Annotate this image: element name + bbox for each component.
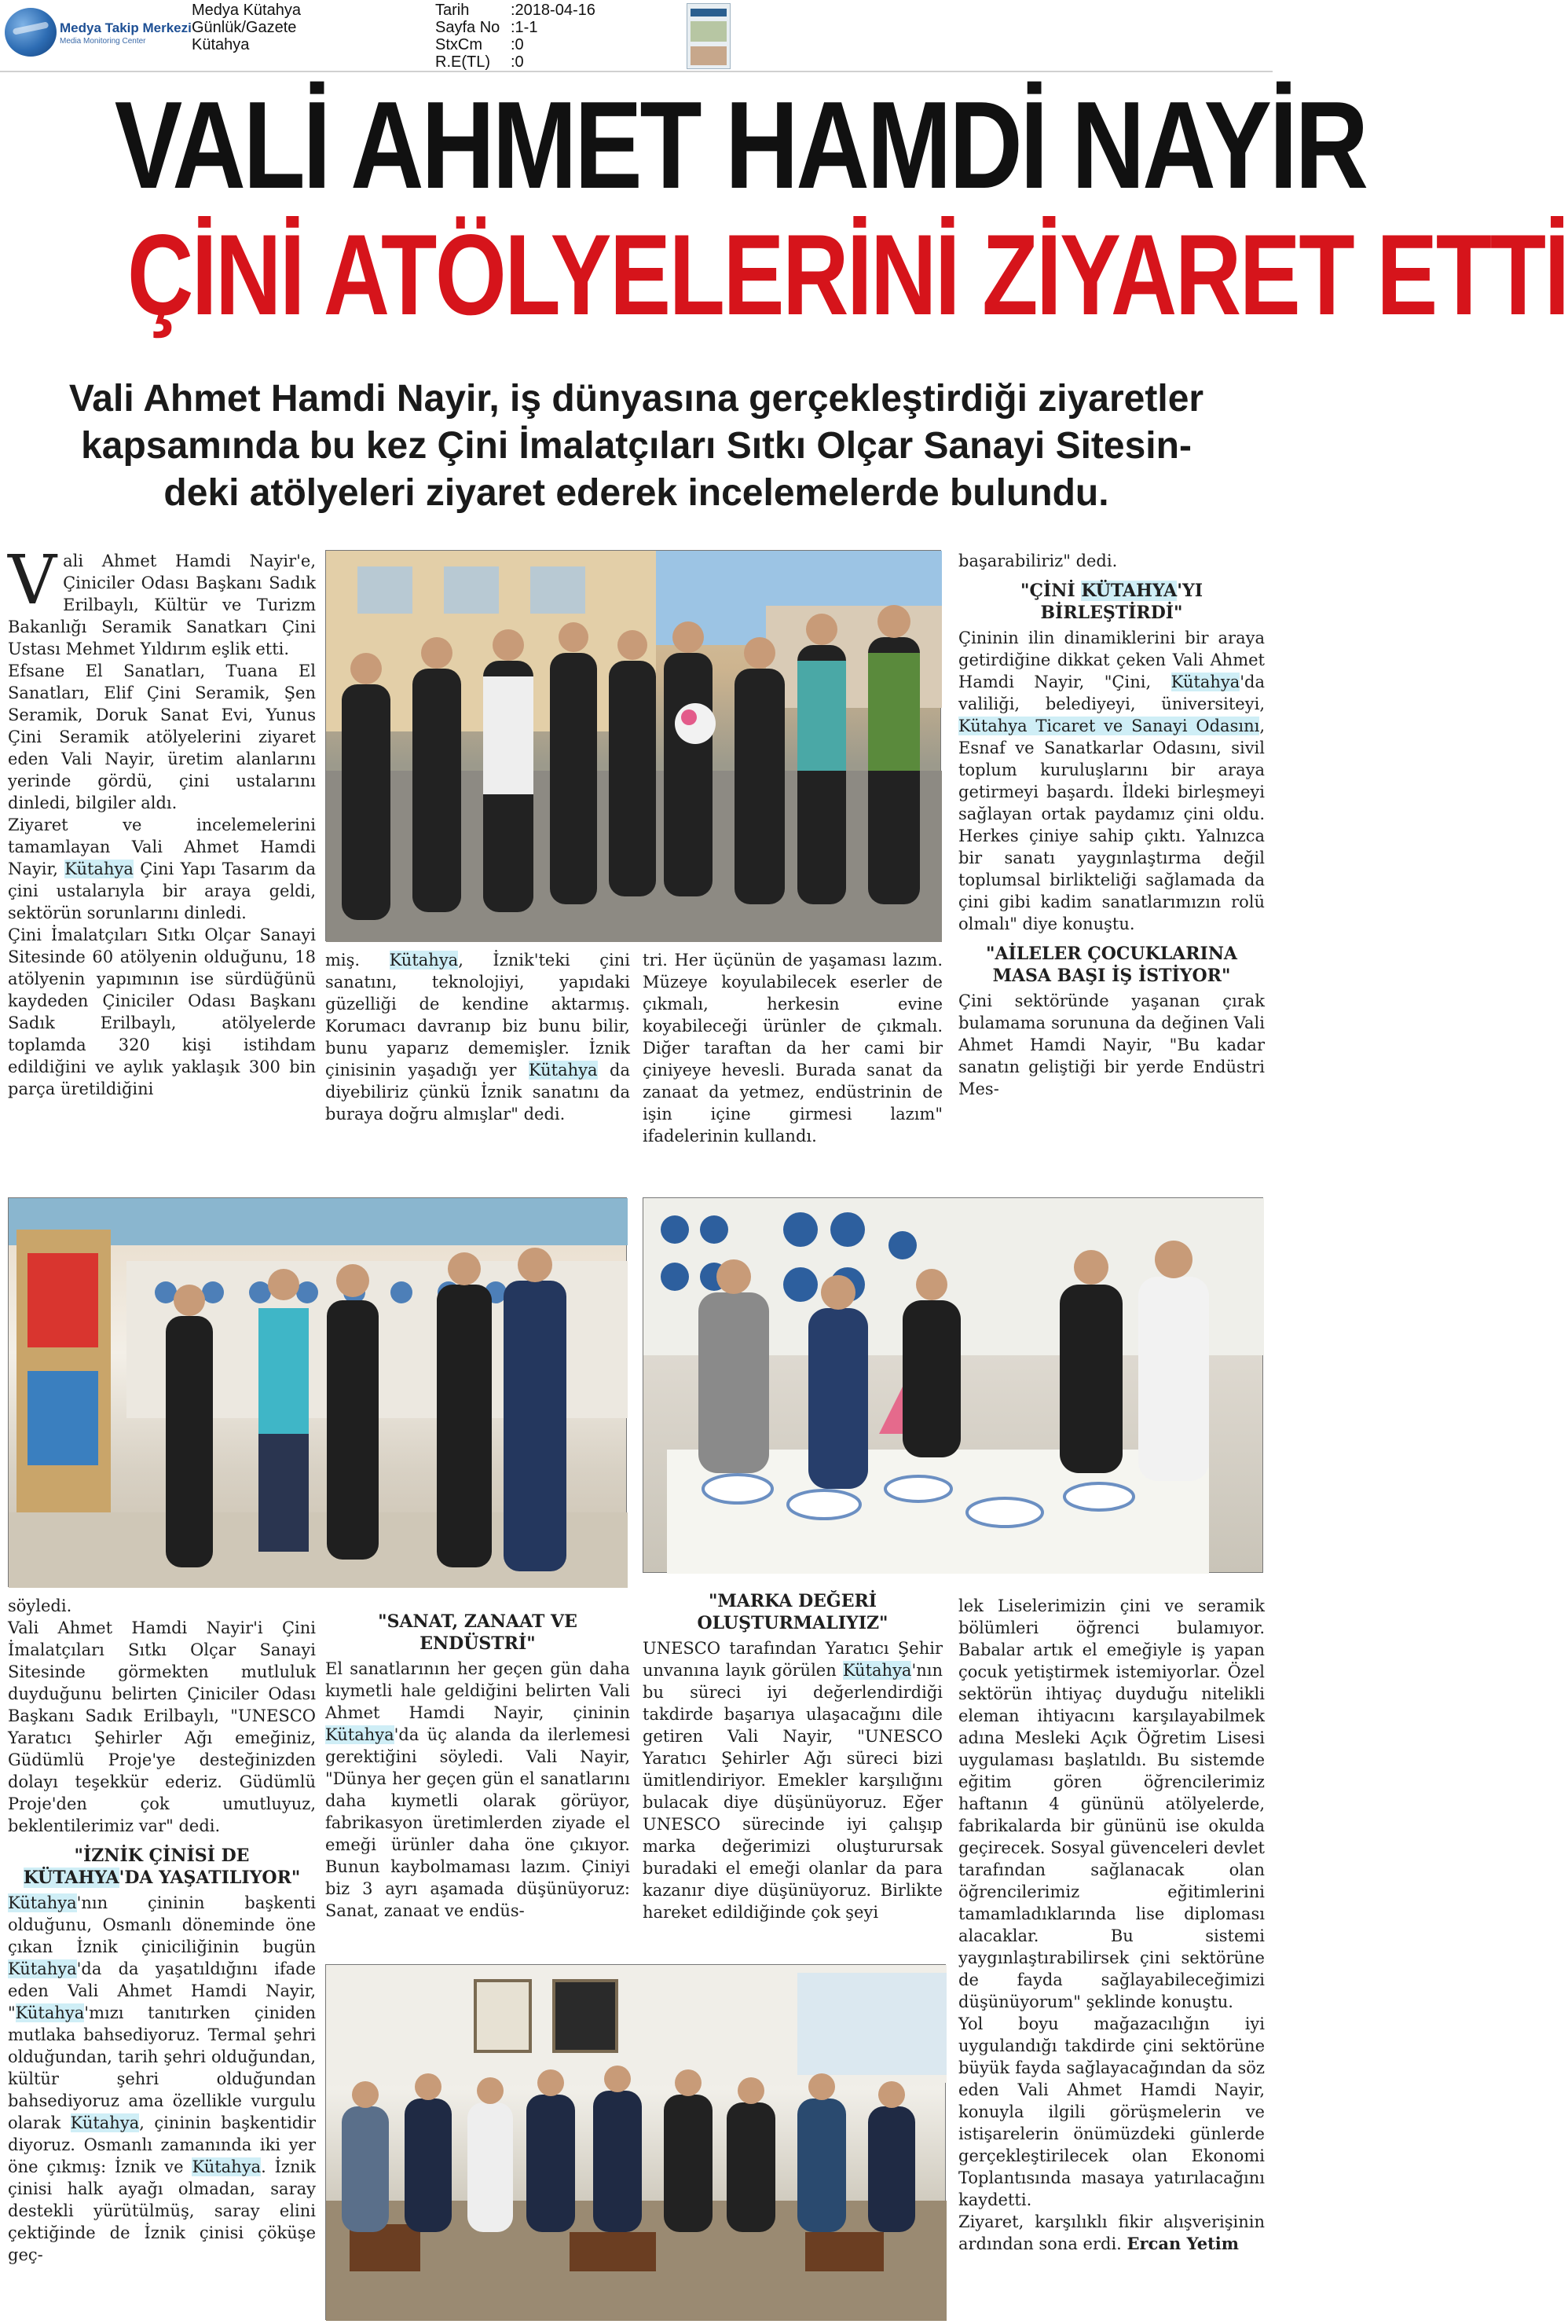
paragraph: söyledi.: [8, 1596, 72, 1615]
column-3-bottom: [643, 1582, 943, 1923]
page-thumbnail[interactable]: [687, 3, 731, 69]
publication-info: [192, 2, 301, 53]
keyword-highlight: Kütahya: [64, 860, 134, 878]
photo-meeting-room-scene: [326, 1965, 947, 2321]
column-2-mid: [325, 949, 630, 1125]
keyword-highlight: Kütahya: [15, 2003, 85, 2022]
keyword-highlight: Kütahya: [842, 1661, 912, 1680]
keyword-highlight: Kütahya: [389, 951, 459, 970]
subheading-sanat-zanaat: "SANAT, ZANAAT VE ENDÜSTRİ": [378, 1611, 577, 1654]
column-4-bottom: [958, 1595, 1265, 2255]
keyword-highlight: Kütahya: [325, 1725, 394, 1744]
paragraph: miş. Kütahya, İznik'teki çini sanatını, teknolojiyi, yapıdaki güzelliği de kendine aktarmış. Korumacı davranıp biz bunu bilir, bunu yaparız dememişler. İznik çinisinin yaşadığı yer Kütahya da diyebiliriz çünkü İznik sanatını da buraya doğru almışlar" dedi.: [325, 951, 631, 1124]
keyword-highlight: KÜTAHYA: [1081, 581, 1178, 601]
photo-group-outdoor: [325, 550, 941, 941]
photo-tableware-scene: [643, 1198, 1264, 1574]
photo-meeting-room: [325, 1964, 946, 2320]
keyword-highlight: Kütahya: [1171, 673, 1240, 691]
media-monitoring-logo: [5, 5, 190, 60]
paragraph: Çininin ilin dinamiklerini bir araya getirdiğine dikkat çeken Vali Ahmet Hamdi Nayir, "Çini, Kütahya'da valiliği, belediyeyi, üniversiteyi, Kütahya Ticaret ve Sanayi Odasını, Esnaf ve Sanatkarlar Odasını, sivil toplum kuruluşlarını bir araya getirmeyi başardı. İldeki birleşmeyi sağlayan ortak paydamız çini oldu. Herkes çiniye sahip çıktı. Yalnızca bir sanatı yaygınlaştırma değil toplumsal birlikteliği sağlamada da çini gibi kadim sanatlarımızın rolü olmalı" diye konuştu.: [958, 629, 1265, 933]
globe-logo-icon: [5, 8, 57, 57]
column-3-mid: [643, 949, 943, 1147]
paragraph: Efsane El Sanatları, Tuana El Sanatları, Elif Çini Seramik, Şen Seramik, Doruk Sanat Evi, Yunus Çini Seramik atölyelerini ziyaret eden Vali Nayir, üretim alanlarını yerinde gördü, çini ustalarını dinledi, bilgiler aldı.: [8, 662, 316, 812]
subheading-marka-degeri: "MARKA DEĞERİ OLUŞTURMALIYIZ": [697, 1591, 888, 1633]
logo-subtitle: Media Monitoring Center: [60, 37, 146, 46]
headline-line-1: VALİ AHMET HAMDİ NAYİR: [114, 76, 1366, 214]
keyword-highlight: Kütahya: [8, 1893, 77, 1912]
intro-paragraph: Vali Ahmet Hamdi Nayir'e, Çiniciler Odası Başkanı Sadık Erilbaylı, Kültür ve Turizm Bakanlığı Seramik Sanatkarı Çini Ustası Mehmet Yıldırım eşlik etti.: [8, 541, 316, 658]
paragraph: Çini İmalatçıları Sıtkı Olçar Sanayi Sitesinde 60 atölyenin olduğunu, 18 atölyenin yapımının ise sürdüğünü kaydeden Çiniciler Odası Başkanı Sadık Erilbaylı, atölyelerde toplamda 320 kişi istihdam edildiğini ve aylık yaklaşık 300 bin parça üretildiğini: [8, 926, 316, 1098]
keyword-highlight: Kütahya: [70, 2113, 140, 2132]
keyword-highlight: Kütahya: [192, 2157, 262, 2176]
clipping-header: [0, 0, 1273, 72]
photo-showroom-scene: [9, 1198, 628, 1588]
subheading-aileler: "AİLELER ÇOCUKLARINA MASA BAŞI İŞ İSTİYOR": [985, 944, 1238, 986]
publication-type: Günlük/Gazete: [192, 19, 297, 36]
photo-showroom: [8, 1197, 627, 1587]
meta-row-date: Tarih :2018-04-16: [435, 2, 595, 19]
photo-group-outdoor-scene: [326, 551, 942, 942]
meta-row-page: Sayfa No :1-1: [435, 19, 538, 36]
clipping-meta: [435, 2, 595, 71]
headline-line-2: ÇİNİ ATÖLYELERİNİ ZİYARET ETTİ: [127, 211, 1568, 339]
paragraph: Yol boyu mağazacılığın iyi uygulandığı takdirde çini sektörüne büyük fayda sağlayacağından da söz eden Vali Ahmet Hamdi Nayir, konuyla ilgili görüşmelerin ve istişarelerin önümüzdeki günlerde gerçekleştirilecek olan Ekonomi Toplantısında masaya yatırılacağını kaydetti.: [958, 2014, 1265, 2209]
publication-name: Medya Kütahya: [192, 2, 301, 19]
drop-cap: V: [8, 541, 57, 620]
column-2-bottom: [325, 1603, 630, 1922]
paragraph: Ziyaret, karşılıklı fikir alışverişinin ardından sona erdi. Ercan Yetim: [958, 2212, 1265, 2253]
paragraph: Çini sektöründe yaşanan çırak bulamama sorununa da değinen Vali Ahmet Hamdi Nayir, "Bu kadar sanatın geliştiği bir yerde Endüstri Mes-: [958, 992, 1265, 1098]
keyword-highlight: KÜTAHYA: [23, 1868, 119, 1888]
paragraph: UNESCO tarafından Yaratıcı Şehir unvanına layık görülen Kütahya'nın bu süreci iyi değerlendirdiği takdirde başarıya ulaşacağını dile getiren Vali Nayir, "UNESCO Yaratıcı Şehirler Ağı süreci bizi ümitlendiriyor. Emekler karşılığını bulacak diye düşünüyoruz. Eğer UNESCO sürecinde iyi çalışıp marka değerimizi oluşturursak buradaki el emeği olanlar da para kazanır diye düşünüyoruz. Birlikte hareket edildiğinde çok şeyi: [643, 1639, 943, 1922]
paragraph: Ziyaret ve incelemelerini tamamlayan Vali Ahmet Hamdi Nayir, Kütahya Çini Yapı Tasarım da çini ustalarıyla bir araya geldi, sektörün sorunlarını dinledi.: [8, 816, 316, 922]
meta-row-ad-value: R.E(TL) :0: [435, 53, 524, 71]
publication-city: Kütahya: [192, 36, 250, 53]
photo-tableware: [643, 1197, 1263, 1573]
paragraph: Vali Ahmet Hamdi Nayir'i Çini İmalatçıları Sıtkı Olçar Sanayi Sitesinde görmekten mutluluk duyduğunu belirten Çiniciler Odası Başkanı Sadık Erilbaylı, "UNESCO Yaratıcı Şehirler Ağı emeğiniz, Güdümlü Proje'ye desteğinizden dolayı teşekkür ederiz. Güdümlü Proje'den çok umutluyuz, beklentilerimiz var" dedi.: [8, 1618, 316, 1835]
paragraph: El sanatlarının her geçen gün daha kıymetli hale geldiğini belirten Vali Ahmet Hamdi Nayir, çininin Kütahya'da üç alanda da ilerlemesi gerektiğini söyledi. Vali Nayir, "Dünya her geçen gün el sanatlarını daha kıymetli olarak görüyor, fabrikasyon üretimlerden ziyade el emeği ürünler daha öne çıkıyor. Bunun kaybolmaması lazım. Çiniyi biz 3 ayrı aşamada düşünüyoruz: Sanat, zanaat ve endüs-: [325, 1659, 630, 1920]
subheading-cini-kutahya: "ÇİNİ KÜTAHYA'YI BİRLEŞTİRDİ": [1020, 581, 1203, 623]
keyword-highlight: Kütahya Ticaret ve Sanayi Odasını: [958, 717, 1260, 735]
logo-name: Medya Takip Merkezi: [60, 20, 192, 35]
paragraph: Kütahya'nın çininin başkenti olduğunu, Osmanlı döneminde öne çıkan İznik çiniciliğinin bugün Kütahya'da da yaşatıldığını ifade eden Vali Ahmet Hamdi Nayir, "Kütahya'mızı tanıtırken çiniden mutlaka bahsediyoruz. Termal şehri olduğundan, tarih şehri olduğundan, kültür şehri olduğundan bahsediyoruz ama özellikle vurgulu olarak Kütahya, çininin başkentidir diyoruz. Osmanlı zamanında iki yer öne çıkmış: İznik ve Kütahya. İznik çinisi halk ayağı olmadan, saray destekli yürütülmüş, saray elini çektiğinde de İznik çinisi çöküşe geç-: [8, 1893, 316, 2264]
column-4-top: [958, 550, 1265, 1100]
meta-row-stxcm: StxCm :0: [435, 36, 524, 53]
paragraph: tri. Her üçünün de yaşaması lazım. Müzeye koyulabilecek eserler de çıkmalı, herkesin evine koyabileceği ürünler de çıkmalı. Diğer taraftan da her cami bir çiniyeye hevesli. Burada sanat da zanaat da yetmez, endüstrinin de işin içine girmesi lazım" ifadelerinin kullandı.: [643, 951, 943, 1146]
headline-deck: Vali Ahmet Hamdi Nayir, iş dünyasına gerçekleştirdiği ziyaretler kapsamında bu kez Çini İmalatçıları Sıtkı Olçar Sanayi Sitesin- deki atölyeleri ziyaret ederek incelemelerde bulundu.: [68, 378, 1204, 514]
paragraph: lek Liselerimizin çini ve seramik bölümleri öğrenci bulamıyor. Babalar artık el emeğiyle iş yapan çocuk yetiştirmek istemiyorlar. Özel sektörün ihtiyaç duyduğu nitelikli eleman ihtiyacını karşılayabilmek adına Mesleki Açık Öğretim Lisesi uygulaması başlatıldı. Bu sistemde eğitim gören öğrencilerimiz haftanın 4 gününü atölyelerde, fabrikalarda bir gününü ise okulda geçirecek. Sosyal güvenceleri devlet tarafından sağlanacak olan öğrencilerimiz eğitimlerini tamamladıklarında lise diploması alacaklar. Bu sistemi yaygınlaştırabilirsek çini sektörüne de fayda sağlayabileceğimizi düşünüyorum" şeklinde konuştu.: [958, 1596, 1265, 2011]
column-1-top: [8, 541, 316, 1100]
column-1-bottom: [8, 1595, 316, 2266]
author-byline: Ercan Yetim: [1127, 2234, 1239, 2253]
keyword-highlight: Kütahya: [528, 1061, 598, 1080]
subheading-iznik: "İZNİK ÇİNİSİ DE KÜTAHYA'DA YAŞATILIYOR": [23, 1846, 301, 1888]
paragraph: başarabiliriz" dedi.: [958, 552, 1118, 570]
keyword-highlight: Kütahya: [8, 1959, 77, 1978]
